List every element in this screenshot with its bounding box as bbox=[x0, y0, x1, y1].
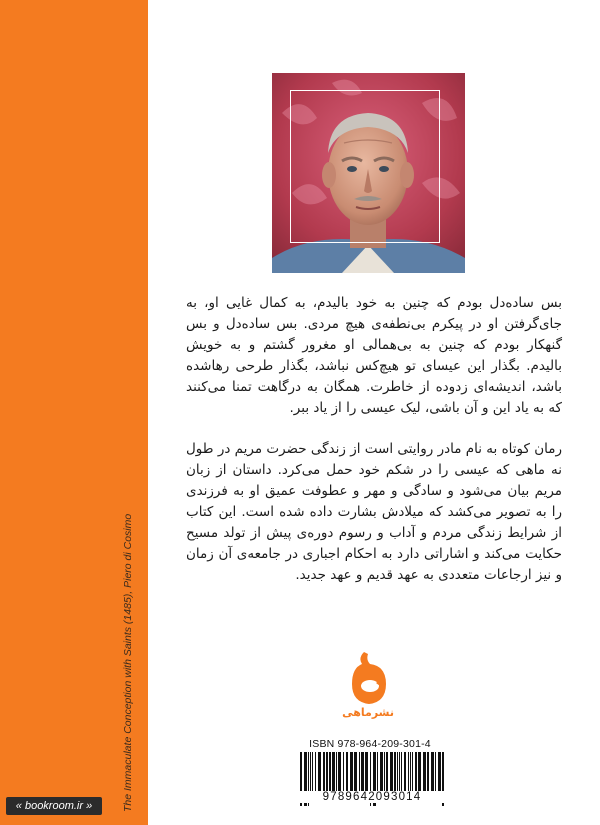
barcode-bar bbox=[332, 752, 335, 796]
barcode-bar bbox=[438, 752, 441, 796]
barcode-bar bbox=[326, 752, 328, 796]
book-summary: رمان کوتاه به نام مادر روایتی است از زندگی حضرت مریم در طول نه ماهی که عیسی را در شکم خود حمل می‌کرد. داستان از زبان مریم بیان می‌شود و سادگی و مهر و عطوفت عمیق او به فرزندی را به تصویر می‌کشد که میلادش بشارت داده شده است. این کتاب از شرایط زندگی مردم و آداب و رسوم دوره‌ی پیش از تولد مسیح حکایت می‌کند و اشاراتی دارد به احکام اجباری در جامعه‌ی آن زمان و نیز ارجاعات متعددی به عهد قدیم و عهد جدید. bbox=[186, 441, 562, 583]
isbn-label: ISBN 978-964-209-301-4 bbox=[309, 738, 431, 750]
barcode-bar bbox=[397, 752, 398, 796]
barcode-bar bbox=[310, 752, 311, 796]
fish-logo-icon bbox=[348, 650, 390, 706]
bookroom-watermark: « bookroom.ir » bbox=[6, 797, 102, 815]
barcode-bar bbox=[386, 752, 388, 796]
barcode-bar bbox=[418, 752, 421, 796]
barcode-bar bbox=[431, 752, 434, 796]
publisher-name: نشرماهی bbox=[342, 706, 394, 719]
barcode-bar bbox=[427, 752, 429, 796]
barcode-bar bbox=[408, 752, 409, 796]
barcode-bar bbox=[315, 752, 316, 796]
photo-frame-outline bbox=[290, 90, 440, 243]
barcode-bar bbox=[343, 752, 344, 796]
barcode-bar bbox=[336, 752, 337, 796]
barcode-bar bbox=[412, 752, 413, 796]
barcode-bar bbox=[377, 752, 378, 796]
barcode-bar bbox=[390, 752, 393, 796]
barcode-bar bbox=[359, 752, 360, 796]
barcode-bar bbox=[394, 752, 396, 796]
barcode-bar bbox=[354, 752, 357, 796]
barcode-bar bbox=[401, 752, 402, 796]
barcode-bar bbox=[361, 752, 364, 796]
barcode-bar bbox=[338, 752, 341, 796]
barcode-bar bbox=[423, 752, 426, 796]
barcode-bar bbox=[323, 752, 325, 796]
barcode-bar bbox=[435, 752, 436, 796]
barcode-bar bbox=[350, 752, 353, 796]
barcode-bar bbox=[365, 752, 368, 796]
barcode-bar bbox=[346, 752, 348, 796]
back-cover-excerpt: بس ساده‌دل بودم که چنین به خود بالیدم، به کمال غایی او، به جای‌گرفتن او در پیکرم بی‌نطفه‌ی هیچ مردی. بس ساده‌دل و بس گنهکار بودم که چنین به بی‌همالی او مغرور گشتم و به خویش بالیدم. بگذار این عیسای تو هیچ‌کس نباشد، بگذار طرحی رهاشده باشد، اندیشه‌ای زدوده از خاطرت. همگان به درگاهت تمنا می‌کنند که به یاد این و آن باشی، لیک عیسی را از یاد ببر. bbox=[186, 295, 562, 416]
barcode-bar bbox=[329, 752, 331, 796]
barcode-bar bbox=[410, 752, 411, 796]
barcode-digits: 9789642093014 bbox=[296, 791, 448, 803]
barcode-bar bbox=[404, 752, 406, 796]
barcode-bar bbox=[312, 752, 313, 796]
barcode-bar bbox=[380, 752, 383, 796]
barcode-bar bbox=[415, 752, 417, 796]
barcode-bar bbox=[318, 752, 321, 796]
cover-art-credit: The Immaculate Conception with Saints (1485), Piero di Cosimo bbox=[122, 513, 134, 812]
barcode-bar bbox=[384, 752, 385, 796]
barcode-bar bbox=[399, 752, 400, 796]
